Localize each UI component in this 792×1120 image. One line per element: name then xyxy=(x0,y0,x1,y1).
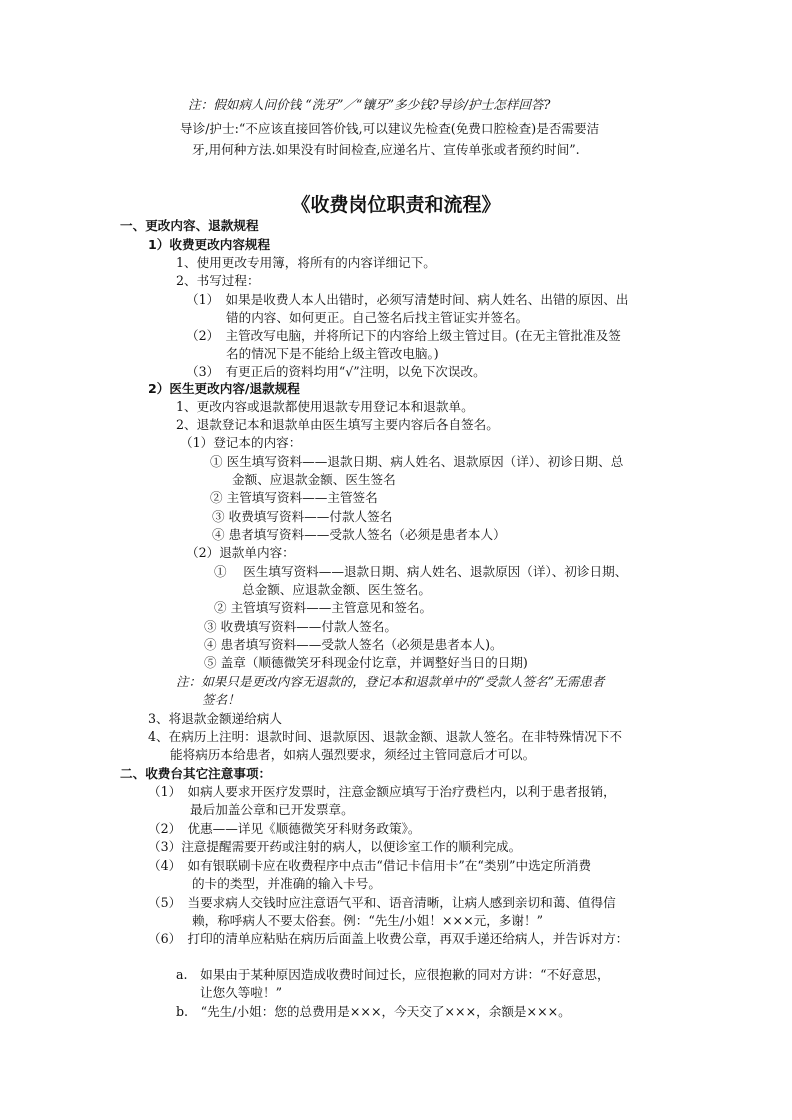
sub1-line-2: 2、书写过程： xyxy=(176,273,260,288)
page-title: 《收费岗位职责和流程》 xyxy=(291,194,501,216)
section2-item-4b: 的卡的类型，并准确的输入卡号。 xyxy=(192,876,381,891)
section1-line-3: 3、将退款金额递给病人 xyxy=(148,711,282,726)
section2-heading: 二、收费台其它注意事项： xyxy=(120,766,272,781)
section2-item-1a: （1） 如病人要求开医疗发票时，注意金额应填写于治疗费栏内，以利于患者报销， xyxy=(148,784,616,799)
section2-item-6a-line-1: a. 如果由于某种原因造成收费时间过长，应很抱歉的同对方讲：“不好意思， xyxy=(176,967,610,982)
section2-item-1b: 最后加盖公章和已开发票章。 xyxy=(190,802,354,817)
sub2-line-2: 2、退款登记本和退款单由医生填写主要内容后各自签名。 xyxy=(176,417,499,432)
sub1-item-2a: （2） 主管改写电脑，并将所记下的内容给上级主管过目。(在无主管批准及签 xyxy=(186,328,621,343)
register-item-1a: ① 医生填写资料——退款日期、病人姓名、退款原因（详）、初诊日期、总 xyxy=(210,454,624,469)
intro-answer-line-2: 牙,用何种方法.如果没有时间检查,应递名片、宣传单张或者预约时间”. xyxy=(192,142,580,157)
section1-line-4a: 4、在病历上注明：退款时间、退款原因、退款金额、退款人签名。在非特殊情况下不 xyxy=(148,729,622,744)
sub2-heading: 2）医生更改内容/退款规程 xyxy=(148,381,300,396)
intro-answer-line-1: 导诊/护士:“不应该直接回答价钱,可以建议先检查(免费口腔检查)是否需要洁 xyxy=(180,121,600,136)
register-item-1b: 金额、应退款金额、医生签名 xyxy=(232,472,396,487)
register-heading: （1）登记本的内容： xyxy=(180,435,302,450)
sub1-item-1a: （1） 如果是收费人本人出错时，必须写清楚时间、病人姓名、出错的原因、出 xyxy=(186,292,629,307)
refund-slip-item-3: ③ 收费填写资料——付款人签名。 xyxy=(204,619,397,634)
sub1-heading: 1）收费更改内容规程 xyxy=(148,237,271,252)
sub2-note-line-2: 签名！ xyxy=(202,692,240,707)
refund-slip-item-2: ② 主管填写资料——主管意见和签名。 xyxy=(214,600,433,615)
section1-line-4b: 能将病历本给患者，如病人强烈要求，须经过主管同意后才可以。 xyxy=(170,747,536,762)
section2-item-2: （2） 优惠——详见《顺德微笑牙科财务政策》。 xyxy=(148,821,421,836)
refund-slip-item-1b: 总金额、应退款金额、医生签名。 xyxy=(242,582,431,597)
section2-item-3: （3）注意提醒需要开药或注射的病人，以便诊室工作的顺利完成。 xyxy=(148,839,522,854)
register-item-3: ③ 收费填写资料——付款人签名 xyxy=(212,509,393,524)
refund-slip-item-1a: ① 医生填写资料——退款日期、病人姓名、退款原因（详）、初诊日期、 xyxy=(214,564,628,579)
sub2-line-1: 1、更改内容或退款都使用退款专用登记本和退款单。 xyxy=(176,399,474,414)
sub1-item-3: （3） 有更正后的资料均用“√”注明，以免下次误改。 xyxy=(186,364,486,379)
section2-item-4a: （4） 如有银联刷卡应在收费程序中点击“借记卡信用卡”在“类别”中选定所消费 xyxy=(148,858,592,873)
section1-heading: 一、更改内容、退款规程 xyxy=(120,218,259,233)
refund-slip-item-4: ④ 患者填写资料——受款人签名（必须是患者本人)。 xyxy=(204,637,503,652)
sub1-item-1b: 错的内容、如何更正。自己签名后找主管证实并签名。 xyxy=(226,310,529,325)
section2-item-6: （6） 打印的清单应粘贴在病历后面盖上收费公章，再双手递还给病人，并告诉对方： xyxy=(148,931,629,946)
section2-item-6a-line-2: 让您久等啦！” xyxy=(200,985,283,1000)
section2-item-5b: 赖，称呼病人不要太俗套。例：“先生/小姐！×××元，多谢！” xyxy=(192,913,544,928)
register-item-4: ④ 患者填写资料——受款人签名（必须是患者本人） xyxy=(212,527,506,542)
refund-slip-heading: （2）退款单内容： xyxy=(186,545,295,560)
refund-slip-item-5: ⑤ 盖章（顺德微笑牙科现金付讫章，并调整好当日的日期) xyxy=(204,655,528,670)
sub2-note-line-1: 注：如果只是更改内容无退款的，登记本和退款单中的“受款人签名”无需患者 xyxy=(176,674,605,689)
register-item-2: ② 主管填写资料——主管签名 xyxy=(210,490,378,505)
sub1-item-2b: 名的情况下是不能给上级主管改电脑。) xyxy=(226,346,439,361)
section2-item-6b: b. “先生/小姐：您的总费用是×××，今天交了×××，余额是×××。 xyxy=(176,1004,571,1019)
sub1-line-1: 1、使用更改专用簿，将所有的内容详细记下。 xyxy=(176,255,436,270)
section2-item-5a: （5） 当要求病人交钱时应注意语气平和、语音清晰，让病人感到亲切和蔼、值得信 xyxy=(148,895,616,910)
intro-note: 注：假如病人问价钱 “洗牙”／“镶牙”多少钱?导诊/护士怎样回答? xyxy=(188,97,551,112)
